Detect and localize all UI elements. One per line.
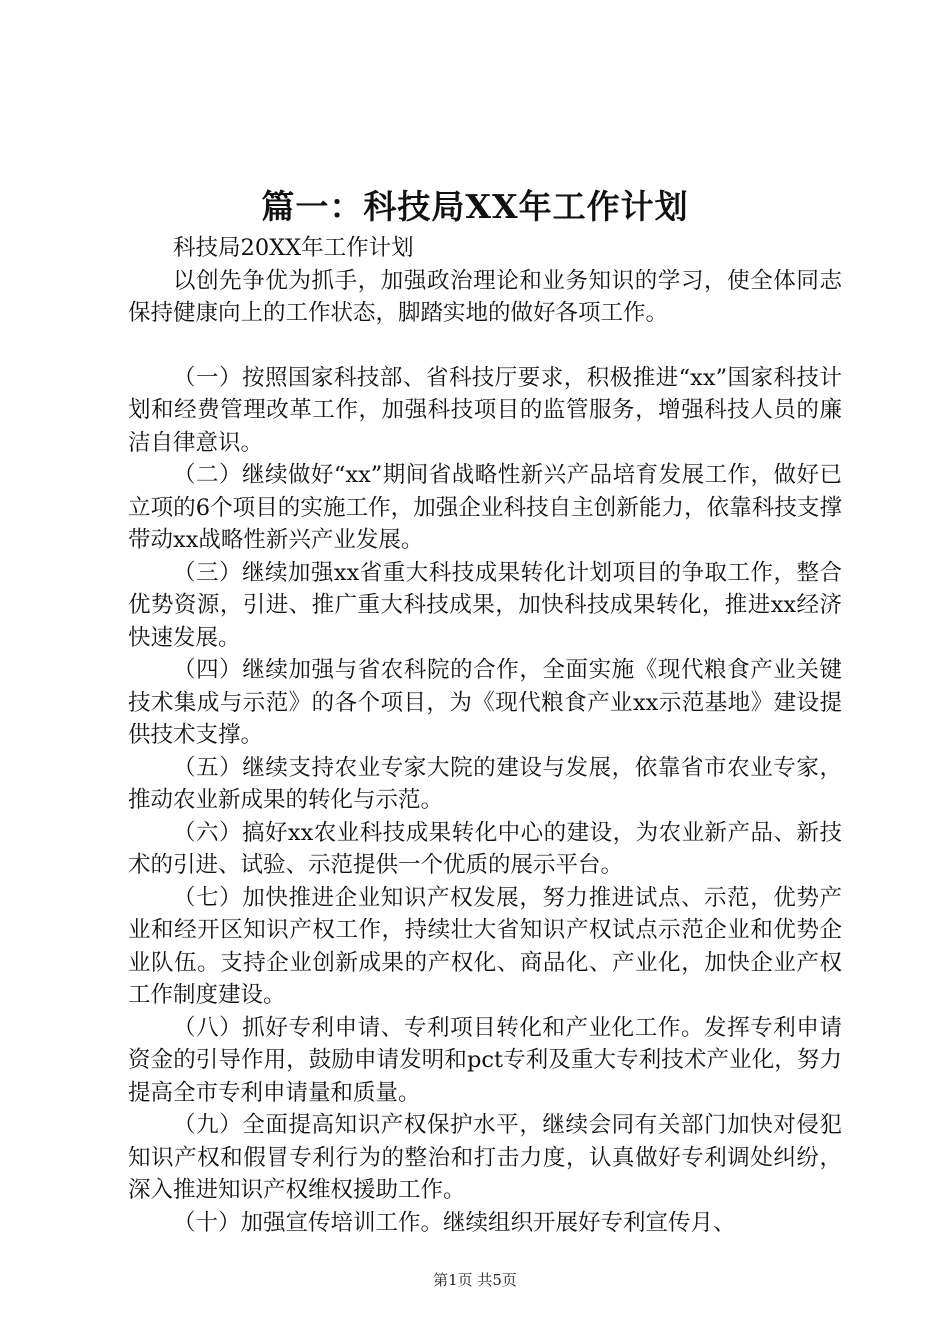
item-paragraph-9: （九）全面提高知识产权保护水平，继续会同有关部门加快对侵犯知识产权和假冒专利行为的整治和打击力度，认真做好专利调处纠纷，深入推进知识产权维权援助工作。 <box>128 1112 842 1203</box>
document-body <box>128 232 842 1239</box>
item-paragraph-1: （一）按照国家科技部、省科技厅要求，积极推进“xx”国家科技计划和经费管理改革工作，加强科技项目的监管服务，增强科技人员的廉洁自律意识。 <box>128 364 842 456</box>
item-paragraph-2: （二）继续做好“xx”期间省战略性新兴产品培育发展工作，做好已立项的6个项目的实施工作，加强企业科技自主创新能力，依靠科技支撑带动xx战略性新兴产业发展。 <box>128 462 842 553</box>
intro-paragraph: 以创先争优为抓手，加强政治理论和业务知识的学习，使全体同志保持健康向上的工作状态，脚踏实地的做好各项工作。 <box>128 267 842 326</box>
page-number-footer: 第1页 共5页 <box>433 1271 517 1289</box>
item-paragraph-6: （六）搞好xx农业科技成果转化中心的建设，为农业新产品、新技术的引进、试验、示范提供一个优质的展示平台。 <box>128 819 842 878</box>
item-paragraph-10: （十）加强宣传培训工作。继续组织开展好专利宣传月、 <box>173 1209 736 1236</box>
item-paragraph-8: （八）抓好专利申请、专利项目转化和产业化工作。发挥专利申请资金的引导作用，鼓励申请发明和pct专利及重大专利技术产业化，努力提高全市专利申请量和质量。 <box>128 1014 842 1106</box>
document-title: 篇一：科技局XX年工作计划 <box>261 187 689 226</box>
item-paragraph-3: （三）继续加强xx省重大科技成果转化计划项目的争取工作，整合优势资源，引进、推广重大科技成果，加快科技成果转化，推进xx经济快速发展。 <box>128 559 842 651</box>
subtitle-paragraph: 科技局20XX年工作计划 <box>173 235 414 261</box>
item-paragraph-5: （五）继续支持农业专家大院的建设与发展，依靠省市农业专家，推动农业新成果的转化与示范。 <box>128 754 842 813</box>
item-paragraph-4: （四）继续加强与省农科院的合作，全面实施《现代粮食产业关键技术集成与示范》的各个项目，为《现代粮食产业xx示范基地》建设提供技术支撑。 <box>128 657 842 748</box>
item-paragraph-7: （七）加快推进企业知识产权发展，努力推进试点、示范，优势产业和经开区知识产权工作，持续壮大省知识产权试点示范企业和优势企业队伍。支持企业创新成果的产权化、商品化、产业化，加快企业产权工作制度建设。 <box>128 884 842 1008</box>
